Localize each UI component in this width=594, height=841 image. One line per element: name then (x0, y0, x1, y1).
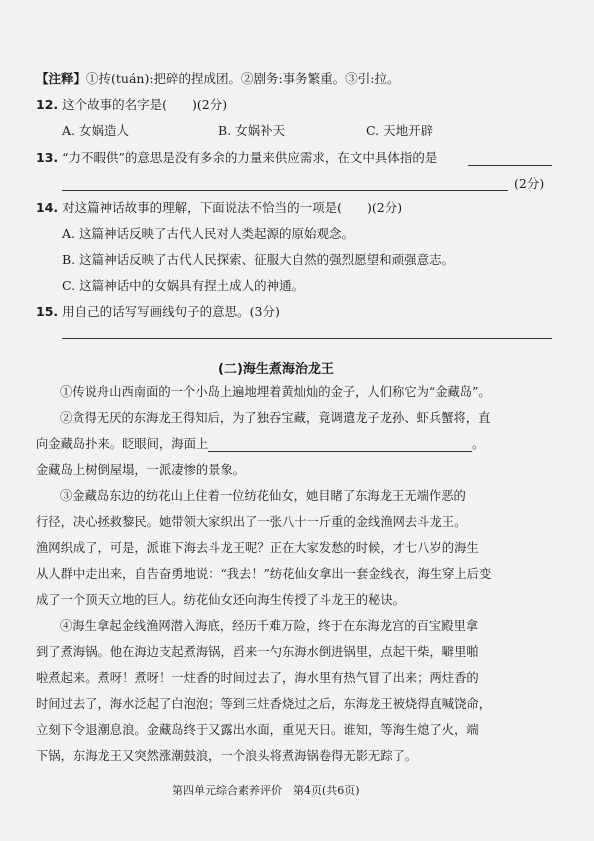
passage-paragraph-3-line-4: 从人群中走出来，自告奋勇地说：“我去！”纺花仙女拿出一套金线衣，海生穿上后变 (36, 567, 492, 581)
passage-paragraph-4-line-4: 时间过去了，海水泛起了白泡泡；等到三炷香烧过之后，东海龙王被烧得直喊饶命， (36, 697, 491, 711)
passage-paragraph-1: ①传说舟山西南面的一个小岛上遍地埋着黄灿灿的金子，人们称它为“金藏岛”。 (60, 385, 491, 399)
question-text: “力不暇供”的意思是没有多余的力量来供应需求，在文中具体指的是 (62, 150, 438, 165)
passage-paragraph-4-line-1: ④海生拿起金线渔网潜入海底，经历千难万险，终于在东海龙宫的百宝殿里拿 (60, 619, 479, 633)
q12-option-c: C. 天地开辟 (366, 123, 434, 138)
q15-answer-blank[interactable] (62, 338, 552, 339)
passage-paragraph-2-line-2 (36, 436, 484, 452)
passage-paragraph-4-line-5: 立刻下令退潮息浪。金藏岛终于又露出水面，重见天日。谁知，等海生熄了火，端 (36, 723, 479, 737)
q13-score: (2分) (514, 176, 545, 191)
passage-paragraph-2-line-3: 金藏岛上树倒屋塌，一派凄惨的景象。 (36, 463, 246, 477)
passage-paragraph-4-line-6: 下锅，东海龙王又突然涨潮鼓浪，一个浪头将煮海锅卷得无影无踪了。 (36, 749, 418, 763)
q12-option-b: B. 女娲补天 (218, 123, 286, 138)
note-label: 【注释】 (36, 71, 87, 86)
passage-text: 。 (472, 437, 485, 451)
passage-paragraph-3-line-1: ③金藏岛东边的纺花山上住着一位纺花仙女，她目睹了东海龙王无端作恶的 (60, 489, 466, 503)
passage-fill-blank[interactable] (208, 437, 472, 452)
question-text: 对这篇神话故事的理解，下面说法不恰当的一项是( )(2分) (62, 200, 403, 215)
passage-text: 向金藏岛扑来。眨眼间，海面上 (36, 437, 209, 451)
question-text: 这个故事的名字是( )(2分) (62, 97, 228, 112)
question-number: 13. (36, 150, 59, 165)
q14-option-a: A. 这篇神话反映了古代人民对人类起源的原始观念。 (62, 226, 354, 241)
question-number: 15. (36, 304, 59, 319)
section-title: (二)海生煮海治龙王 (218, 362, 334, 377)
annotation-note (36, 71, 399, 87)
passage-paragraph-3-line-3: 渔网织成了，可是，派谁下海去斗龙王呢？正在大家发愁的时候，才七八岁的海生 (36, 541, 479, 555)
passage-paragraph-2-line-1: ②贪得无厌的东海龙王得知后，为了独吞宝藏，竟调遣龙子龙孙、虾兵蟹将，直 (60, 411, 491, 425)
passage-paragraph-3-line-5: 成了一个顶天立地的巨人。纺花仙女还向海生传授了斗龙王的秘诀。 (36, 593, 405, 607)
question-14 (36, 200, 402, 216)
question-15 (36, 304, 280, 320)
question-number: 12. (36, 97, 59, 112)
q12-option-a: A. 女娲造人 (62, 123, 129, 138)
question-text: 用自己的话写写画线句子的意思。(3分) (62, 304, 280, 319)
question-13 (36, 150, 437, 166)
q13-answer-blank-2[interactable] (62, 190, 508, 191)
page-footer: 第四单元综合素养评价 第4页(共6页) (172, 784, 360, 797)
passage-paragraph-4-line-2: 到了煮海锅。他在海边支起煮海锅，舀来一勺东海水倒进锅里，点起干柴，噼里啪 (36, 645, 479, 659)
passage-paragraph-3-line-2: 行径，决心拯救黎民。她带领大家织出了一张八十一斤重的金线渔网去斗龙王。 (36, 515, 467, 529)
question-number: 14. (36, 200, 59, 215)
q13-answer-blank-1[interactable] (468, 165, 552, 166)
note-text: ①抟(tuán):把碎的捏成团。②剧务:事务繁重。③引:拉。 (86, 71, 400, 86)
q14-option-c: C. 这篇神话中的女娲具有捏土成人的神通。 (62, 278, 305, 293)
passage-paragraph-4-line-3: 啦煮起来。煮呀！煮呀！一炷香的时间过去了，海水里有热气冒了出来；两炷香的 (36, 671, 479, 685)
question-12 (36, 97, 227, 113)
q14-option-b: B. 这篇神话反映了古代人民探索、征服大自然的强烈愿望和顽强意志。 (62, 252, 455, 267)
